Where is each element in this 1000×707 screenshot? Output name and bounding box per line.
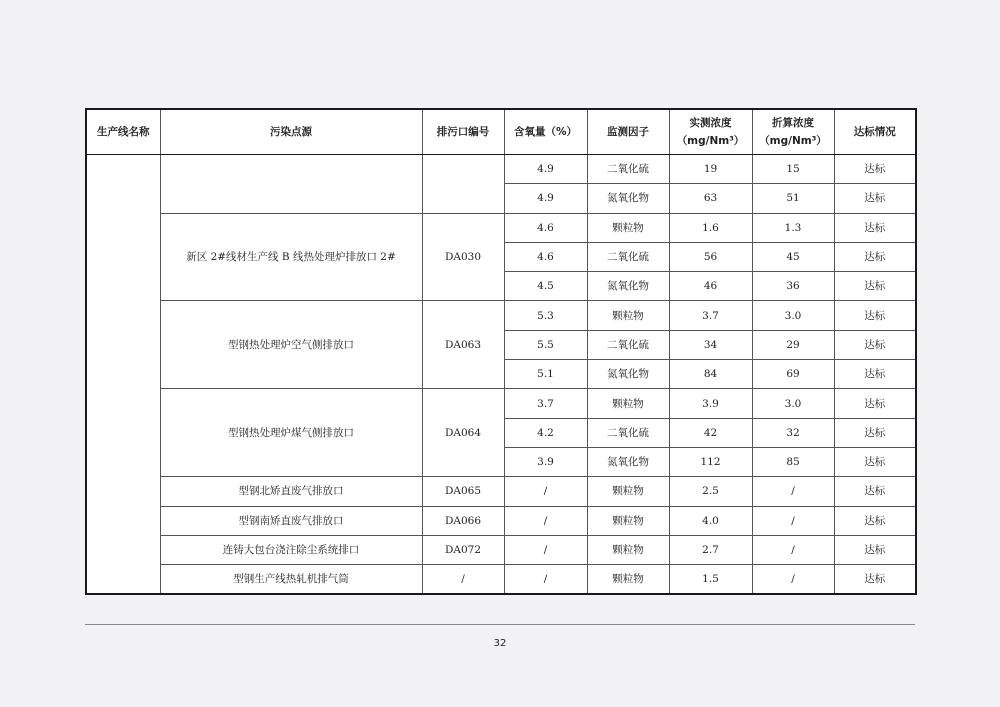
converted-cell: / xyxy=(752,565,834,595)
converted-cell: 29 xyxy=(752,330,834,359)
pollution-source-cell xyxy=(160,155,422,214)
status-cell: 达标 xyxy=(834,535,916,564)
factor-cell: 氮氧化物 xyxy=(587,272,669,301)
measured-cell: 84 xyxy=(669,360,752,389)
factor-cell: 二氧化硫 xyxy=(587,155,669,184)
measured-cell: 34 xyxy=(669,330,752,359)
oxygen-cell: 5.3 xyxy=(504,301,587,330)
oxygen-cell: / xyxy=(504,535,587,564)
line-name-cell xyxy=(86,155,160,595)
converted-cell: 36 xyxy=(752,272,834,301)
status-cell: 达标 xyxy=(834,272,916,301)
status-cell: 达标 xyxy=(834,447,916,476)
converted-cell: 45 xyxy=(752,242,834,271)
converted-unit: （mg/Nm³） xyxy=(759,135,827,147)
status-cell: 达标 xyxy=(834,477,916,506)
status-cell: 达标 xyxy=(834,184,916,213)
oxygen-cell: / xyxy=(504,477,587,506)
converted-cell: / xyxy=(752,477,834,506)
factor-cell: 颗粒物 xyxy=(587,535,669,564)
oxygen-cell: 4.6 xyxy=(504,213,587,242)
measured-cell: 1.6 xyxy=(669,213,752,242)
outlet-number-cell: / xyxy=(422,565,504,595)
table-header-row xyxy=(86,109,916,155)
oxygen-cell: / xyxy=(504,565,587,595)
table-row xyxy=(86,301,916,330)
oxygen-cell: 3.7 xyxy=(504,389,587,418)
footer-divider xyxy=(85,624,915,625)
pollution-source-cell: 新区 2#线材生产线 B 线热处理炉排放口 2# xyxy=(160,213,422,301)
status-cell: 达标 xyxy=(834,506,916,535)
measured-cell: 56 xyxy=(669,242,752,271)
table-row xyxy=(86,389,916,418)
status-cell: 达标 xyxy=(834,155,916,184)
outlet-number-cell xyxy=(422,155,504,214)
status-cell: 达标 xyxy=(834,242,916,271)
converted-cell: 85 xyxy=(752,447,834,476)
factor-cell: 颗粒物 xyxy=(587,389,669,418)
outlet-number-cell: DA030 xyxy=(422,213,504,301)
measured-cell: 4.0 xyxy=(669,506,752,535)
table-row xyxy=(86,535,916,564)
measured-unit: （mg/Nm³） xyxy=(676,135,745,147)
pollution-source-cell: 连铸大包台浇注除尘系统排口 xyxy=(160,535,422,564)
factor-cell: 氮氧化物 xyxy=(587,447,669,476)
converted-cell: 15 xyxy=(752,155,834,184)
table-row xyxy=(86,155,916,184)
header-compliance-status: 达标情况 xyxy=(834,109,916,155)
converted-cell: 69 xyxy=(752,360,834,389)
pollution-source-cell: 型钢热处理炉煤气侧排放口 xyxy=(160,389,422,477)
monitoring-table xyxy=(85,108,917,595)
oxygen-cell: 4.6 xyxy=(504,242,587,271)
factor-cell: 氮氧化物 xyxy=(587,184,669,213)
oxygen-cell: 4.5 xyxy=(504,272,587,301)
measured-label: 实测浓度 xyxy=(689,117,732,129)
table-body xyxy=(86,155,916,595)
table-row xyxy=(86,213,916,242)
measured-cell: 2.7 xyxy=(669,535,752,564)
table-row xyxy=(86,506,916,535)
oxygen-cell: 5.1 xyxy=(504,360,587,389)
header-converted-concentration xyxy=(752,109,834,155)
measured-cell: 46 xyxy=(669,272,752,301)
table-row xyxy=(86,477,916,506)
converted-cell: 3.0 xyxy=(752,389,834,418)
pollution-source-cell: 型钢热处理炉空气侧排放口 xyxy=(160,301,422,389)
outlet-number-cell: DA063 xyxy=(422,301,504,389)
measured-cell: 42 xyxy=(669,418,752,447)
factor-cell: 颗粒物 xyxy=(587,477,669,506)
factor-cell: 颗粒物 xyxy=(587,301,669,330)
measured-cell: 2.5 xyxy=(669,477,752,506)
status-cell: 达标 xyxy=(834,418,916,447)
oxygen-cell: 4.9 xyxy=(504,184,587,213)
factor-cell: 颗粒物 xyxy=(587,213,669,242)
table-row xyxy=(86,565,916,595)
header-pollution-source: 污染点源 xyxy=(160,109,422,155)
header-monitoring-factor: 监测因子 xyxy=(587,109,669,155)
status-cell: 达标 xyxy=(834,330,916,359)
factor-cell: 颗粒物 xyxy=(587,565,669,595)
outlet-number-cell: DA064 xyxy=(422,389,504,477)
header-oxygen-content: 含氧量（%） xyxy=(504,109,587,155)
status-cell: 达标 xyxy=(834,389,916,418)
pollution-source-cell: 型钢生产线热轧机排气筒 xyxy=(160,565,422,595)
pollution-source-cell: 型钢南矫直废气排放口 xyxy=(160,506,422,535)
page-number: 32 xyxy=(493,638,507,649)
outlet-number-cell: DA072 xyxy=(422,535,504,564)
measured-cell: 19 xyxy=(669,155,752,184)
status-cell: 达标 xyxy=(834,565,916,595)
converted-cell: 32 xyxy=(752,418,834,447)
header-outlet-number: 排污口编号 xyxy=(422,109,504,155)
converted-cell: 3.0 xyxy=(752,301,834,330)
status-cell: 达标 xyxy=(834,213,916,242)
converted-cell: 51 xyxy=(752,184,834,213)
measured-cell: 112 xyxy=(669,447,752,476)
measured-cell: 3.9 xyxy=(669,389,752,418)
oxygen-cell: 5.5 xyxy=(504,330,587,359)
status-cell: 达标 xyxy=(834,301,916,330)
factor-cell: 二氧化硫 xyxy=(587,418,669,447)
header-line-name: 生产线名称 xyxy=(86,109,160,155)
factor-cell: 颗粒物 xyxy=(587,506,669,535)
oxygen-cell: 4.2 xyxy=(504,418,587,447)
converted-cell: / xyxy=(752,535,834,564)
measured-cell: 3.7 xyxy=(669,301,752,330)
outlet-number-cell: DA066 xyxy=(422,506,504,535)
outlet-number-cell: DA065 xyxy=(422,477,504,506)
header-measured-concentration xyxy=(669,109,752,155)
converted-label: 折算浓度 xyxy=(772,117,814,129)
factor-cell: 二氧化硫 xyxy=(587,242,669,271)
status-cell: 达标 xyxy=(834,360,916,389)
oxygen-cell: 4.9 xyxy=(504,155,587,184)
factor-cell: 二氧化硫 xyxy=(587,330,669,359)
converted-cell: 1.3 xyxy=(752,213,834,242)
factor-cell: 氮氧化物 xyxy=(587,360,669,389)
pollution-source-cell: 型钢北矫直废气排放口 xyxy=(160,477,422,506)
measured-cell: 63 xyxy=(669,184,752,213)
converted-cell: / xyxy=(752,506,834,535)
oxygen-cell: / xyxy=(504,506,587,535)
oxygen-cell: 3.9 xyxy=(504,447,587,476)
measured-cell: 1.5 xyxy=(669,565,752,595)
